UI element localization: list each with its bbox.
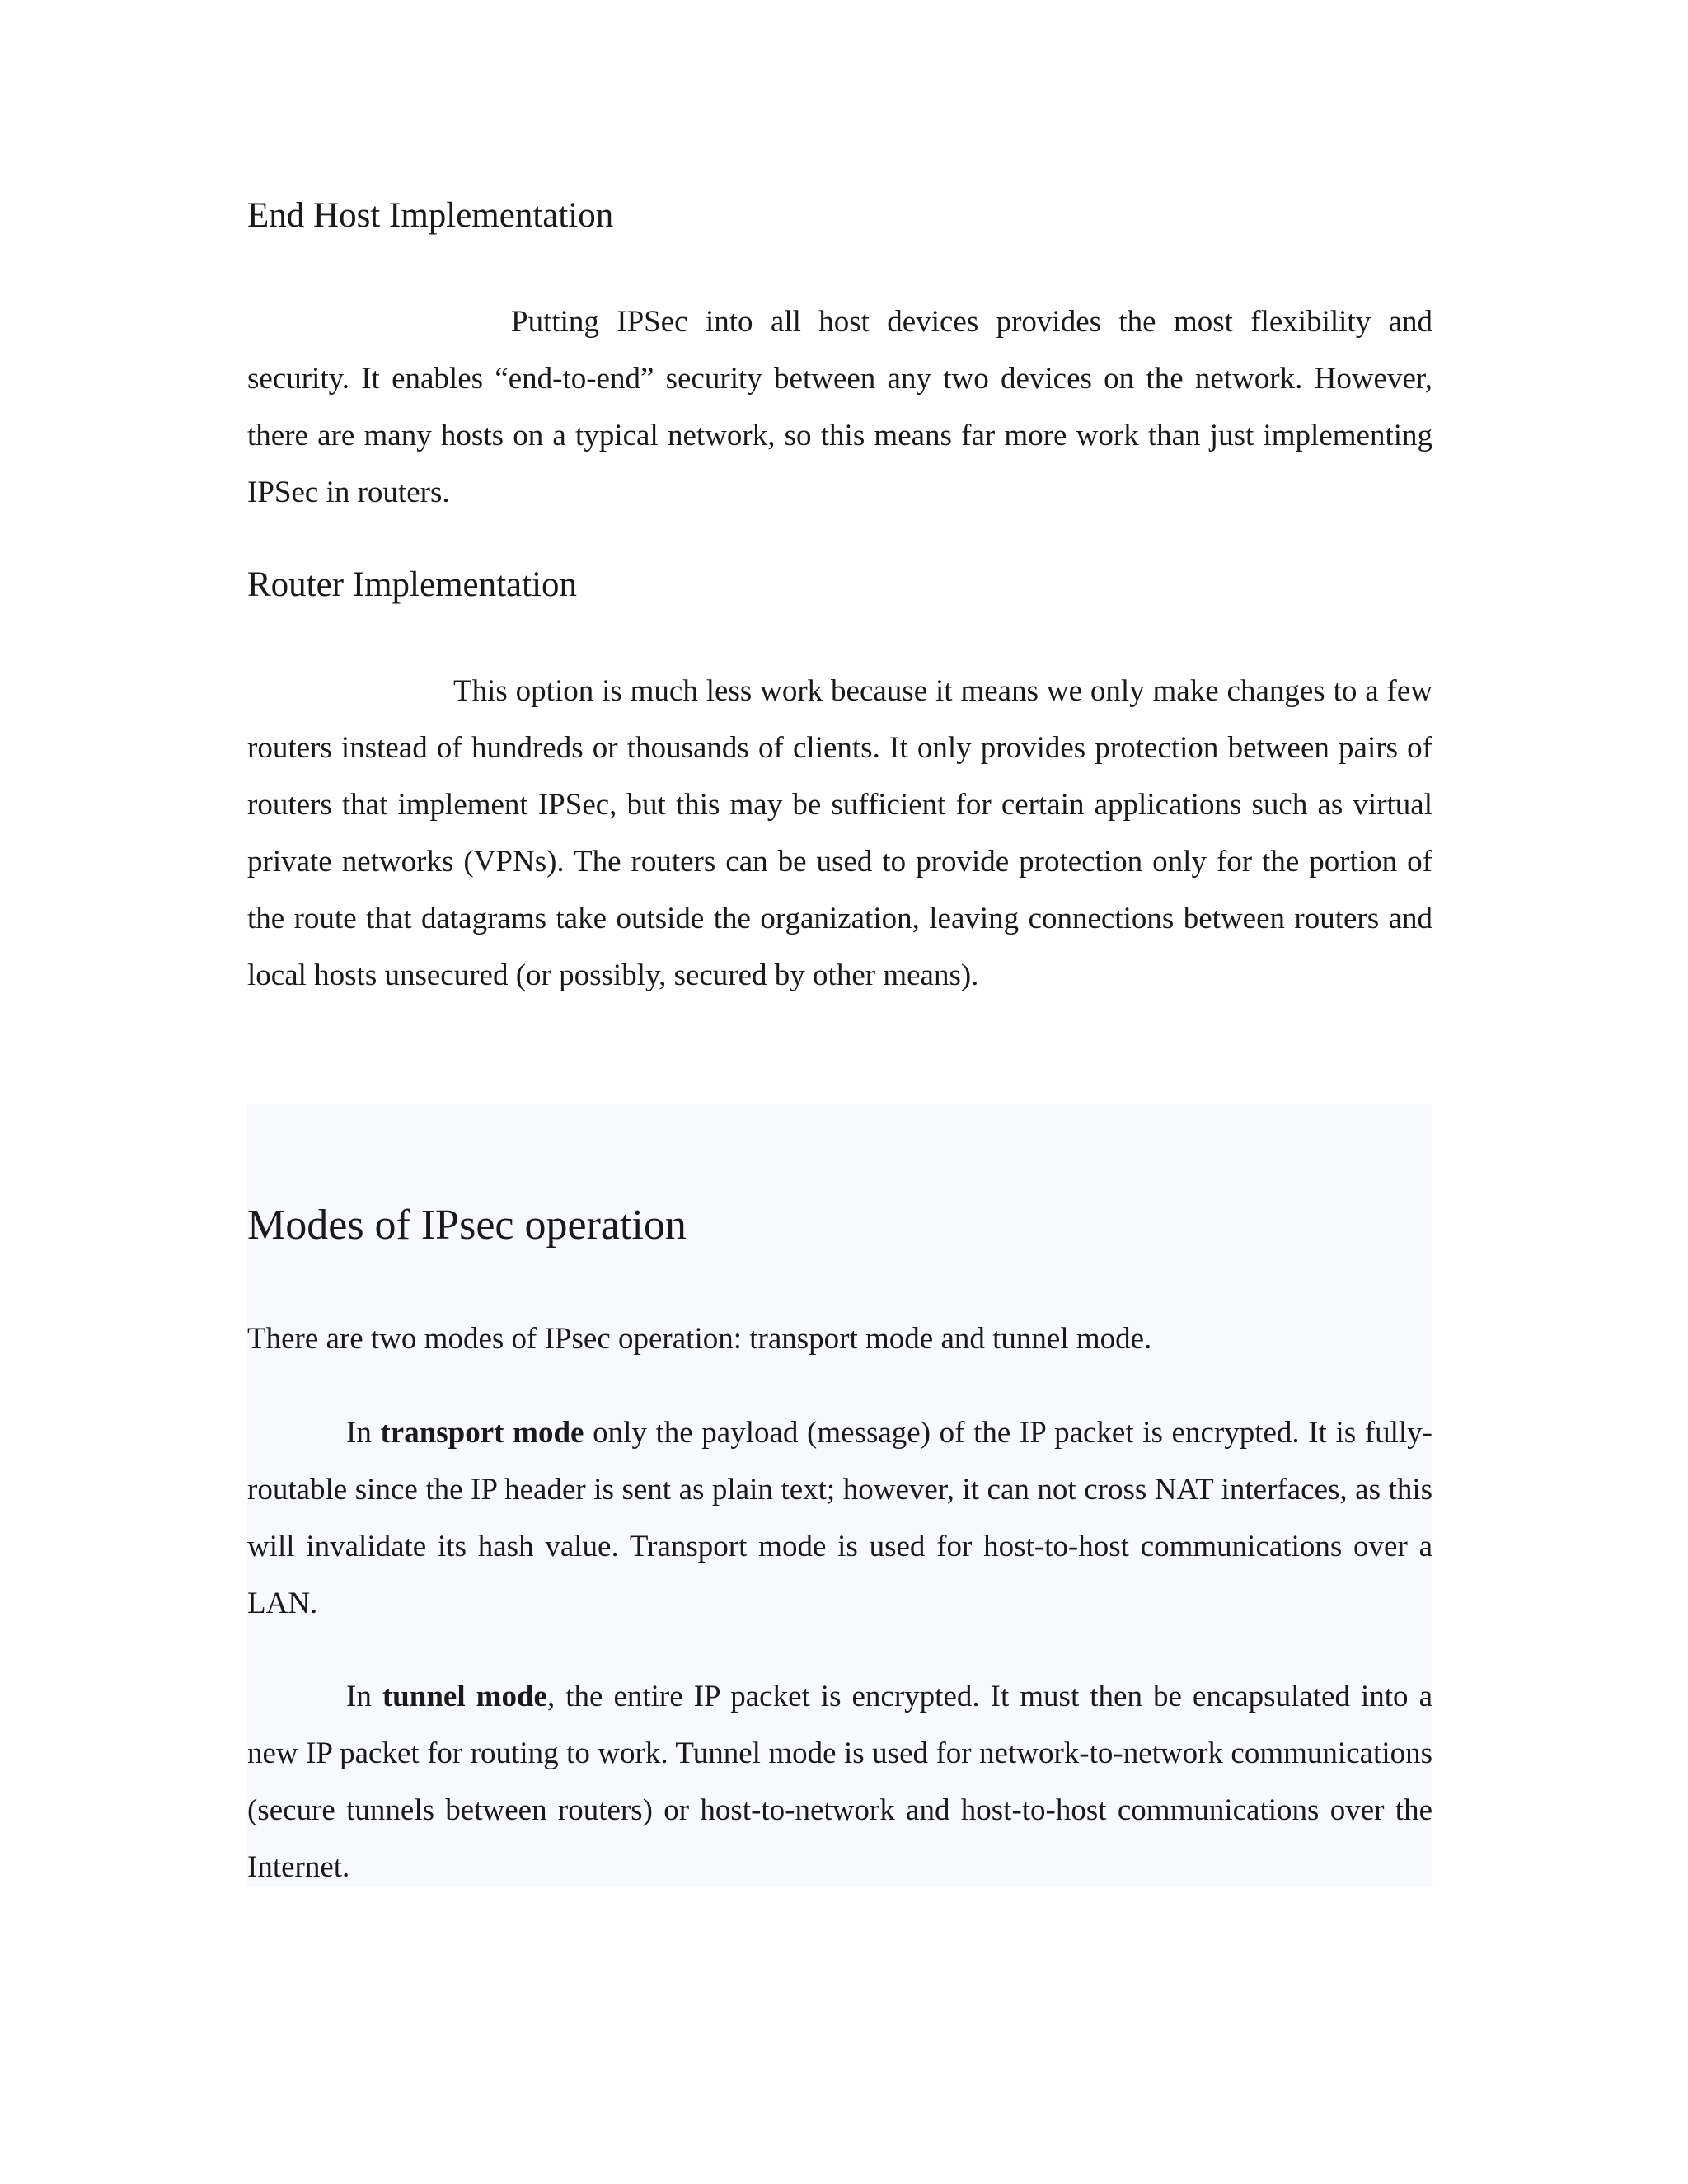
paragraph-router: This option is much less work because it means we only make changes to a few routers instead of hundreds or thousands of clients. It only provides protection between pairs of routers that implement IPSec, but this may be sufficient for certain applications such as virtual private networks (VPNs). The routers can be used to provide protection only for the portion of the route that datagrams take outside the organization, leaving connections between routers and local hosts unsecured (or possibly, secured by other means). — [247, 674, 1432, 992]
transport-description: only the payload (message) of the IP packet is encrypted. It is fully-routable since the IP header is sent as plain text; however, it can not cross NAT interfaces, as this will invalidate its hash value. Transport mode is used for host-to-host communications over a LAN. — [247, 1416, 1433, 1620]
transport-lead: In — [346, 1416, 381, 1450]
heading-end-host-implementation: End Host Implementation — [247, 196, 614, 235]
term-transport-mode: transport mode — [380, 1416, 584, 1450]
heading-router-implementation: Router Implementation — [247, 565, 578, 604]
tunnel-lead: In — [346, 1680, 382, 1713]
paragraph-modes-intro: There are two modes of IPsec operation: transport mode and tunnel mode. — [247, 1322, 1152, 1356]
heading-modes-of-ipsec-operation: Modes of IPsec operation — [247, 1202, 687, 1249]
paragraph-transport-mode — [247, 1404, 1432, 1632]
paragraph-end-host: Putting IPSec into all host devices provides the most flexibility and security. It enables “end-to-end” security between any two devices on the network. However, there are many hosts on a typical network, so this means far more work than just implementing IPSec in routers. — [247, 305, 1432, 509]
term-tunnel-mode: tunnel mode — [382, 1680, 547, 1713]
paragraph-tunnel-mode — [247, 1668, 1432, 1896]
tunnel-description: , the entire IP packet is encrypted. It must then be encapsulated into a new IP packet for routing to work. Tunnel mode is used for network-to-network communications (secure tunnels between routers) or host-to-network and host-to-host communications over the Internet. — [247, 1680, 1432, 1884]
